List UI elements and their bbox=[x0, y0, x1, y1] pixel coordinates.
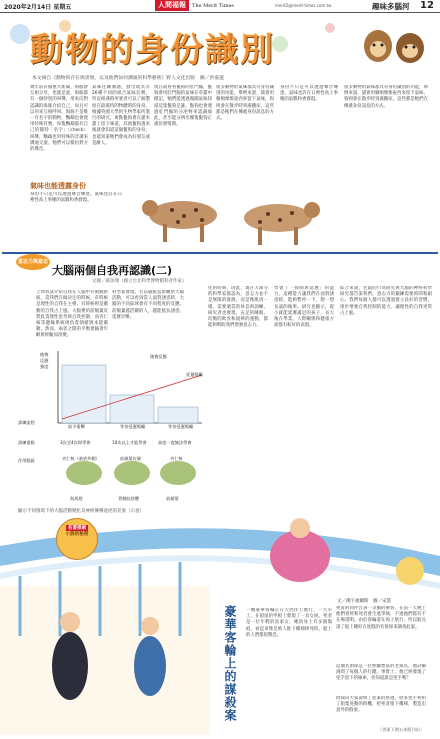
monkey-illustration bbox=[358, 16, 428, 76]
step-label: 3次至4次即學會 bbox=[60, 440, 91, 445]
row-label: 訓練重點 bbox=[18, 440, 35, 445]
area-label: 杏仁核 bbox=[170, 456, 183, 461]
article-title: 豪華客輪上的謀殺案 bbox=[223, 605, 237, 722]
article-column: 上周曾談介紹自我在人腦中有兩個系統，當我們在做決定的時候，有時候是理性的自我在主導，有時候則是衝動的自我占上風。大腦裡的前額葉皮質負責理性思考與自我控制，而杏仁核等邊緣系統則負責情緒與本能衝動。然而，兩者之間的平衡會隨著年齡與經驗而改變。 bbox=[36, 290, 108, 339]
hyena-illustration bbox=[128, 180, 338, 250]
figure-caption: 顯示不同情境下的大腦活動變化及神經傳導途徑的差異（示意） bbox=[18, 509, 144, 514]
article-subhead: 氣味也能透露身份 bbox=[30, 182, 86, 190]
group-label: 等待延遲獎勵 bbox=[120, 424, 146, 429]
article-column: 很多動物的氣味都具有身份識別的功能，舉例來說，貓會用臉頰摩擦東西來留下氣味，狗則會在散步時到處撒尿，這些都是牠們在傳遞身份訊息的方式。 bbox=[216, 85, 274, 122]
article-column: 化的時刻，因此，現在大部分的科學家都認為，意志力並不是無限的資源，而是像肌肉一樣，需要適當的休息與訓練。研究者也發現，充足的睡眠、均衡的飲食和規律的運動，都能夠幫助我們增強意志力。 bbox=[208, 286, 268, 329]
article-column: 綜合來說，老鼠的行為研究與大腦的神經科學研究都告訴我們，意志力的鍛鍊需要時間和耐心。我們每個人都可以透過建立良好的習慣，逐步增強自我控制的能力，讓理性的自我更常占上風。 bbox=[340, 286, 432, 316]
row-label: 作用腦區 bbox=[18, 458, 35, 463]
article-title: 動物的身份識別 bbox=[30, 30, 275, 69]
row-label: 訓練流程 bbox=[18, 420, 35, 425]
column-badge bbox=[56, 518, 98, 560]
area-label: 前額葉皮層 bbox=[120, 456, 141, 461]
step-label: 10次以上才能學會 bbox=[112, 440, 147, 445]
brand-cn: 人間福報 bbox=[155, 0, 189, 11]
group-label: 等待延遲獎勵 bbox=[168, 424, 194, 429]
article-column: 很多動物的氣味都具有身份識別的功能，舉例來說，貓會用臉頰摩擦東西來留下氣味，狗則會在散步時到處撒尿，這些都是牠們在傳遞身份訊息的方式。 bbox=[344, 85, 428, 109]
brain-label: 背側紋狀體 bbox=[118, 496, 139, 501]
masthead-logo bbox=[155, 0, 245, 11]
badge-top: 名著探索 bbox=[67, 526, 87, 531]
article-title: 大腦兩個自我再認識(二) bbox=[52, 264, 173, 277]
article-column: 科學家發現，若以磁振造影觀察大腦活動，可以看到當人面對誘惑時，大腦的不同區域會有不同程度的反應。前額葉越活躍的人，越能抵抗誘惑，延遲享樂。 bbox=[112, 290, 184, 320]
brain-label: 海馬迴 bbox=[70, 496, 83, 501]
section-name: 趣味多腦河 bbox=[372, 2, 410, 11]
brain-label: 前額葉 bbox=[166, 496, 179, 501]
article-byline: 文／漢宇福爾斯 圖／宋慧 bbox=[337, 599, 391, 604]
contact-email: merit2@merit-times.com.tw bbox=[275, 3, 332, 8]
article-column: 氣味往關溝通，發出既具有26種不同的組合氣味信號，所以相遇時所要者可以了解製原在最處特的物體時的身份。根據英國大學的生物學家所進行的研究，斑點鬣狗會在灌木叢上留下味道，其他鬣狗過來後就會知道這個鬣狗的身份，也能知道牠們會成為好朋友或是敵人。 bbox=[92, 85, 150, 146]
article-column: 幾年前有個重大新聞，海豚會互相分享，也就是說，海豚都有一個特別的叫聲，用來向對認識的海豚介紹自己，而且可以用來互相呼叫。海豚不是唯一有名字的動物，鸚鵡也會使用特殊符號，每隻鸚鵡都有自己的獨特「名字」（check）叫聲，鸚鵡也用特殊的音調來溝通交流，牠們可以模仿對方的聲音。 bbox=[30, 85, 88, 153]
article-column: 身份不只是可以透過聲音傳達。氣味也許在日裡性高上事她的氣數和香發現。 bbox=[280, 85, 338, 103]
brand-en: The Merit Times bbox=[192, 2, 234, 9]
area-label: 杏仁核（基底外側） bbox=[62, 456, 100, 461]
chart-label: 延遲獎勵 bbox=[186, 372, 203, 377]
article-column: 一艘豪華客輪正在大西洋上航行，一天早上，在船尾的甲板上發現了一具女屍。死者是一位年輕的富家女，她的身上有多處傷痕，看起來像是被人推下樓梯摔死的。船上的人們都很驚恐。 bbox=[246, 608, 332, 638]
article-column: 學會了「抑制與延遲」的能力，這種能力讓我們在面對誘惑時，能夠暫停一下，想一想長遠的後果。研究也顯示，從小就能延遲滿足的孩子，長大後在學業、人際關係和健康方面都有較好的表現。 bbox=[274, 286, 334, 329]
chart-ylabel: 後悔反應強度 bbox=[40, 352, 49, 369]
article-column: 現在就看看鬣狗的肛門腺，鬣狗會用肛門腺的氣味在草叢中標記，牠們能透過嗅聞氣味知道這隻鬣狗是誰。鬣狗也會透過肛門腺的分泌物來認識彼此，甚至能分辨出哪隻鬣狗正處於發情期。 bbox=[154, 85, 212, 128]
article-column: 死者的同伴告訴一等艙的乘客，在前一天晚上他們曾經和死者發生過爭執，不過他們都有不在場證明。由於客輪還在海上航行，所以船長請了船上剛好在度假的名偵探來調查此案。 bbox=[336, 606, 426, 630]
page-number: 12 bbox=[420, 0, 434, 11]
chart-label: 後悔反應 bbox=[150, 354, 167, 359]
group-label: 給予電擊 bbox=[68, 424, 85, 429]
article-column: 這個名偵探是一位經驗豐富的老探長，他詳細詢問了每個人的行蹤。事實上，他已經發現了兇手留下的線索，你知道誰是兇手嗎？ bbox=[336, 664, 426, 682]
article-column: 偵探向大家說明了犯案的經過，原來兇手利用了船隻晃動的時機，把死者推下樓梯，製造出意外的假象。 bbox=[336, 696, 426, 714]
column-badge: 意志力與意志力 bbox=[16, 254, 50, 270]
badge-bottom: 小說的秘密 bbox=[65, 532, 89, 537]
article-byline: 本文摘自《動物的存在與虐無，以及他們如何溝通的科學藝術》野人文化出版 圖／洪嘉運 bbox=[32, 76, 224, 81]
answer-note: （答案下期五本版刊出） bbox=[378, 727, 425, 732]
step-label: 高度一度無法學會 bbox=[158, 440, 192, 445]
article-byline: 文圖／黃詠翔（國立台北科學博物館科普作家） bbox=[92, 279, 187, 284]
article-column: 身份不只是可以透過聲音傳達。氣味也許在日裡性高上事她的氣數和香發現。 bbox=[30, 192, 122, 204]
issue-date: 2020年2月14日 星期五 bbox=[4, 4, 72, 11]
